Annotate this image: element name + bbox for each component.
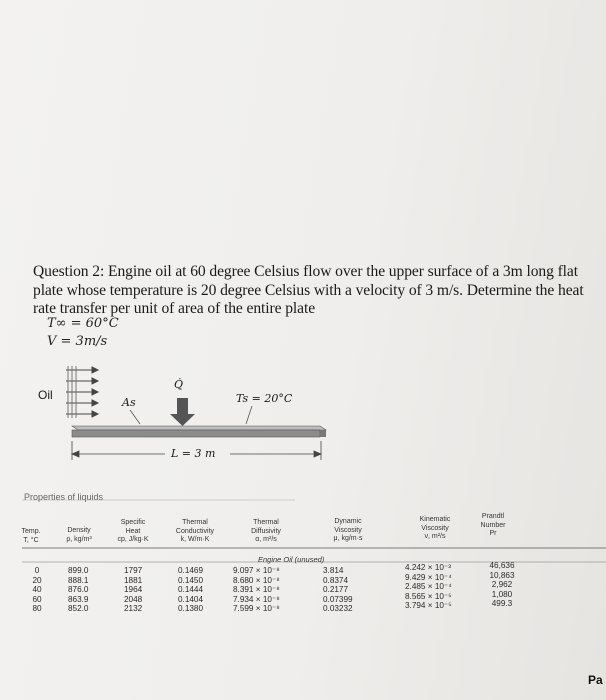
- header-density: Density ρ, kg/m³: [66, 527, 92, 543]
- column-dynamic-viscosity: [323, 566, 353, 614]
- table-cell: 876.0: [68, 585, 89, 595]
- header-thermal-conductivity: Thermal Conductivity k, W/m·K: [175, 519, 215, 543]
- table-cell: 0: [34, 566, 40, 575]
- table-cell: 852.0: [68, 604, 89, 614]
- table-cell: 1797: [124, 566, 143, 575]
- table-cell: 7.599 × 10⁻⁸: [233, 604, 280, 614]
- table-cell: 0.1380: [178, 604, 204, 614]
- table-cell: 1,080: [491, 589, 513, 599]
- table-cell: 499.3: [491, 599, 513, 609]
- table-cell: 863.9: [68, 594, 89, 604]
- table-cell: 0.2177: [323, 585, 349, 595]
- table-cell: 60: [32, 594, 42, 604]
- table-cell: 0.1450: [178, 575, 204, 585]
- table-cell: 8.680 × 10⁻⁸: [233, 575, 280, 585]
- surface-area-label: As: [122, 396, 136, 409]
- header-specific-heat: Specific Heat cp, J/kg·K: [117, 519, 149, 543]
- given-velocity: V = 3m/s: [47, 334, 108, 349]
- table-cell: 3.814: [323, 566, 344, 575]
- column-specific-heat: [124, 566, 142, 614]
- given-free-stream-temp: T∞ = 60°C: [47, 316, 119, 331]
- surface-temp-label: Ts = 20°C: [236, 392, 293, 405]
- heat-arrow: [170, 398, 195, 426]
- flow-arrows: [66, 366, 98, 418]
- table-cell: 2132: [124, 604, 143, 614]
- table-cell: 0.8374: [323, 575, 349, 585]
- table-title: Properties of liquids: [24, 492, 104, 502]
- table-cell: 2048: [124, 594, 143, 604]
- table-cell: 20: [32, 575, 42, 585]
- table-cell: 0.1444: [178, 585, 204, 595]
- table-cell: 2.485 × 10⁻⁴: [405, 582, 452, 592]
- column-temp: [30, 566, 44, 614]
- table-cell: 7.934 × 10⁻⁸: [233, 594, 280, 604]
- plate-length-label: L = 3 m: [171, 447, 216, 460]
- table-cell: 9.097 × 10⁻⁸: [233, 566, 280, 575]
- table-cell: 40: [32, 585, 42, 595]
- header-temp: Temp. T, °C: [21, 528, 41, 544]
- table-cell: 0.07399: [323, 594, 353, 604]
- page-marker: Pa: [588, 673, 603, 687]
- table-cell: 1964: [124, 585, 143, 595]
- column-thermal-conductivity: [178, 566, 203, 614]
- column-thermal-diffusivity: [233, 566, 280, 614]
- table-cell: 0.03232: [323, 604, 353, 614]
- table-cell: 0.1469: [178, 566, 204, 575]
- table-cell: 80: [32, 604, 42, 614]
- column-kinematic-viscosity: [405, 563, 452, 611]
- table-cell: 9.429 × 10⁻⁴: [405, 572, 452, 582]
- table-cell: 888.1: [68, 575, 89, 585]
- table-cell: 8.565 × 10⁻⁵: [405, 591, 452, 601]
- header-dynamic-viscosity: Dynamic Viscosity μ, kg/m·s: [333, 518, 363, 542]
- table-cell: 899.0: [68, 566, 89, 575]
- question-text: Question 2: Engine oil at 60 degree Celsius flow over the upper surface of a 3m long flat plate whose temperature is 20 degree Celsius with a velocity of 3 m/s. Determine the heat rate transfer per unit of area of the entire plate: [33, 263, 584, 317]
- table-cell: 8.391 × 10⁻⁸: [233, 585, 280, 595]
- table-cell: 10,863: [489, 570, 515, 580]
- table-cell: 3.794 × 10⁻⁵: [405, 601, 452, 611]
- header-thermal-diffusivity: Thermal Diffusivity α, m²/s: [251, 519, 281, 543]
- column-prandtl-number: [480, 561, 524, 609]
- table-cell: 4.242 × 10⁻³: [405, 563, 451, 572]
- flat-plate: [72, 426, 326, 437]
- table-cell: 1881: [124, 575, 143, 585]
- table-cell: 2,962: [491, 580, 513, 590]
- oil-label: Oil: [38, 388, 53, 402]
- header-kinematic-viscosity: Kinematic Viscosity ν, m²/s: [419, 516, 451, 540]
- table-cell: 0.1404: [178, 594, 204, 604]
- heat-rate-label: Q̇: [174, 378, 184, 391]
- column-density: [68, 566, 89, 614]
- table-cell: 46,636: [489, 561, 515, 570]
- header-prandtl-number: Prandtl Number Pr: [480, 513, 506, 537]
- table-subtitle: Engine Oil (unused): [258, 555, 325, 564]
